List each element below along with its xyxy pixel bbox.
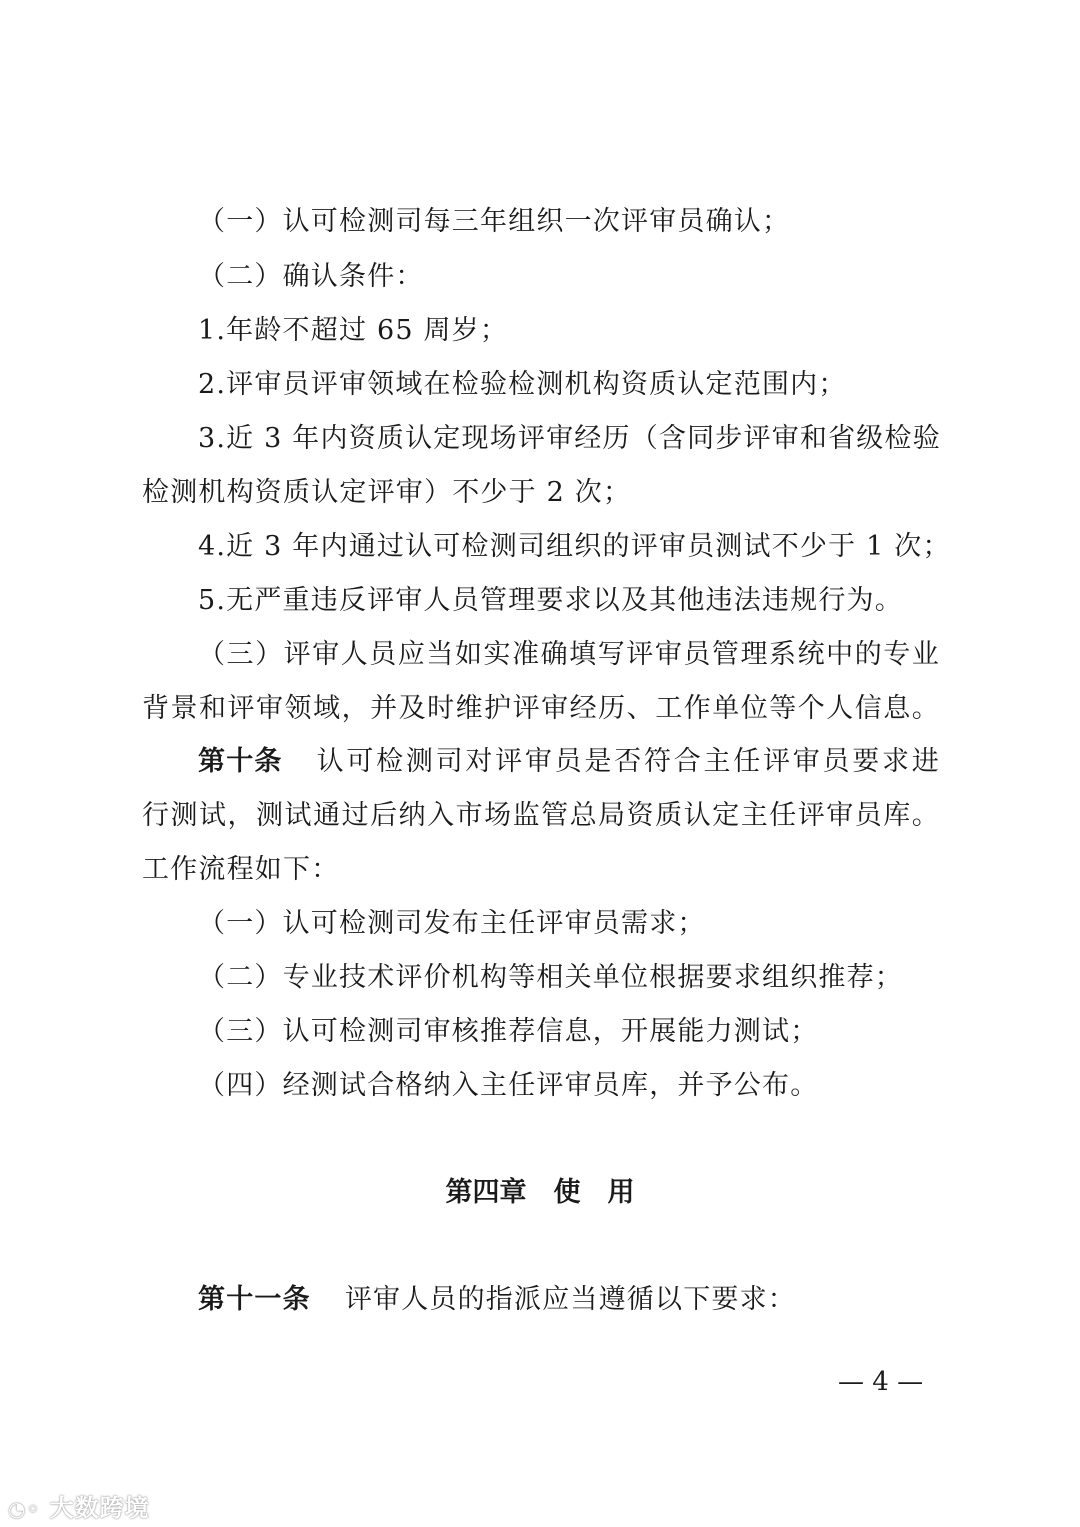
paragraph-line: （二）确认条件：	[198, 261, 424, 292]
step-item: （一）认可检测司发布主任评审员需求；	[198, 908, 706, 939]
step-item: （三）认可检测司审核推荐信息，开展能力测试；	[198, 1016, 819, 1047]
paragraph-line: 背景和评审领域，并及时维护评审经历、工作单位等个人信息。	[142, 693, 940, 724]
paragraph-line: 2.评审员评审领域在检验检测机构资质认定范围内；	[198, 369, 847, 400]
watermark-icon: ◔◦	[8, 1497, 41, 1521]
article-10-label: 第十条	[198, 746, 283, 777]
article-10-line-2: 行测试，测试通过后纳入市场监管总局资质认定主任评审员库。	[142, 800, 940, 831]
watermark-text: 大数跨境	[49, 1494, 150, 1522]
article-10-text: 认可检测司对评审员是否符合主任评审员要求进	[316, 746, 940, 777]
paragraph-line: 1.年龄不超过 65 周岁；	[198, 315, 509, 346]
article-11-text: 评审人员的指派应当遵循以下要求：	[344, 1284, 797, 1315]
paragraph-line: （三）评审人员应当如实准确填写评审员管理系统中的专业	[198, 639, 940, 670]
paragraph-line: 5.无严重违反评审人员管理要求以及其他违法违规行为。	[198, 585, 903, 616]
article-11-line	[198, 1280, 940, 1320]
article-10-line-1	[198, 742, 940, 782]
paragraph-line: 4.近 3 年内通过认可检测司组织的评审员测试不少于 1 次；	[198, 531, 951, 562]
watermark-logo	[8, 1488, 150, 1523]
step-item: （四）经测试合格纳入主任评审员库，并予公布。	[198, 1070, 819, 1101]
chapter-heading: 第四章 使 用	[445, 1177, 635, 1208]
article-10-line-3: 工作流程如下：	[142, 854, 340, 885]
step-item: （二）专业技术评价机构等相关单位根据要求组织推荐；	[198, 962, 903, 993]
article-11-label: 第十一条	[198, 1284, 311, 1315]
paragraph-line: 3.近 3 年内资质认定现场评审经历（含同步评审和省级检验	[198, 423, 941, 454]
paragraph-line: （一）认可检测司每三年组织一次评审员确认；	[198, 206, 791, 237]
page-number: — 4 —	[838, 1367, 924, 1397]
paragraph-line: 检测机构资质认定评审）不少于 2 次；	[142, 477, 632, 508]
